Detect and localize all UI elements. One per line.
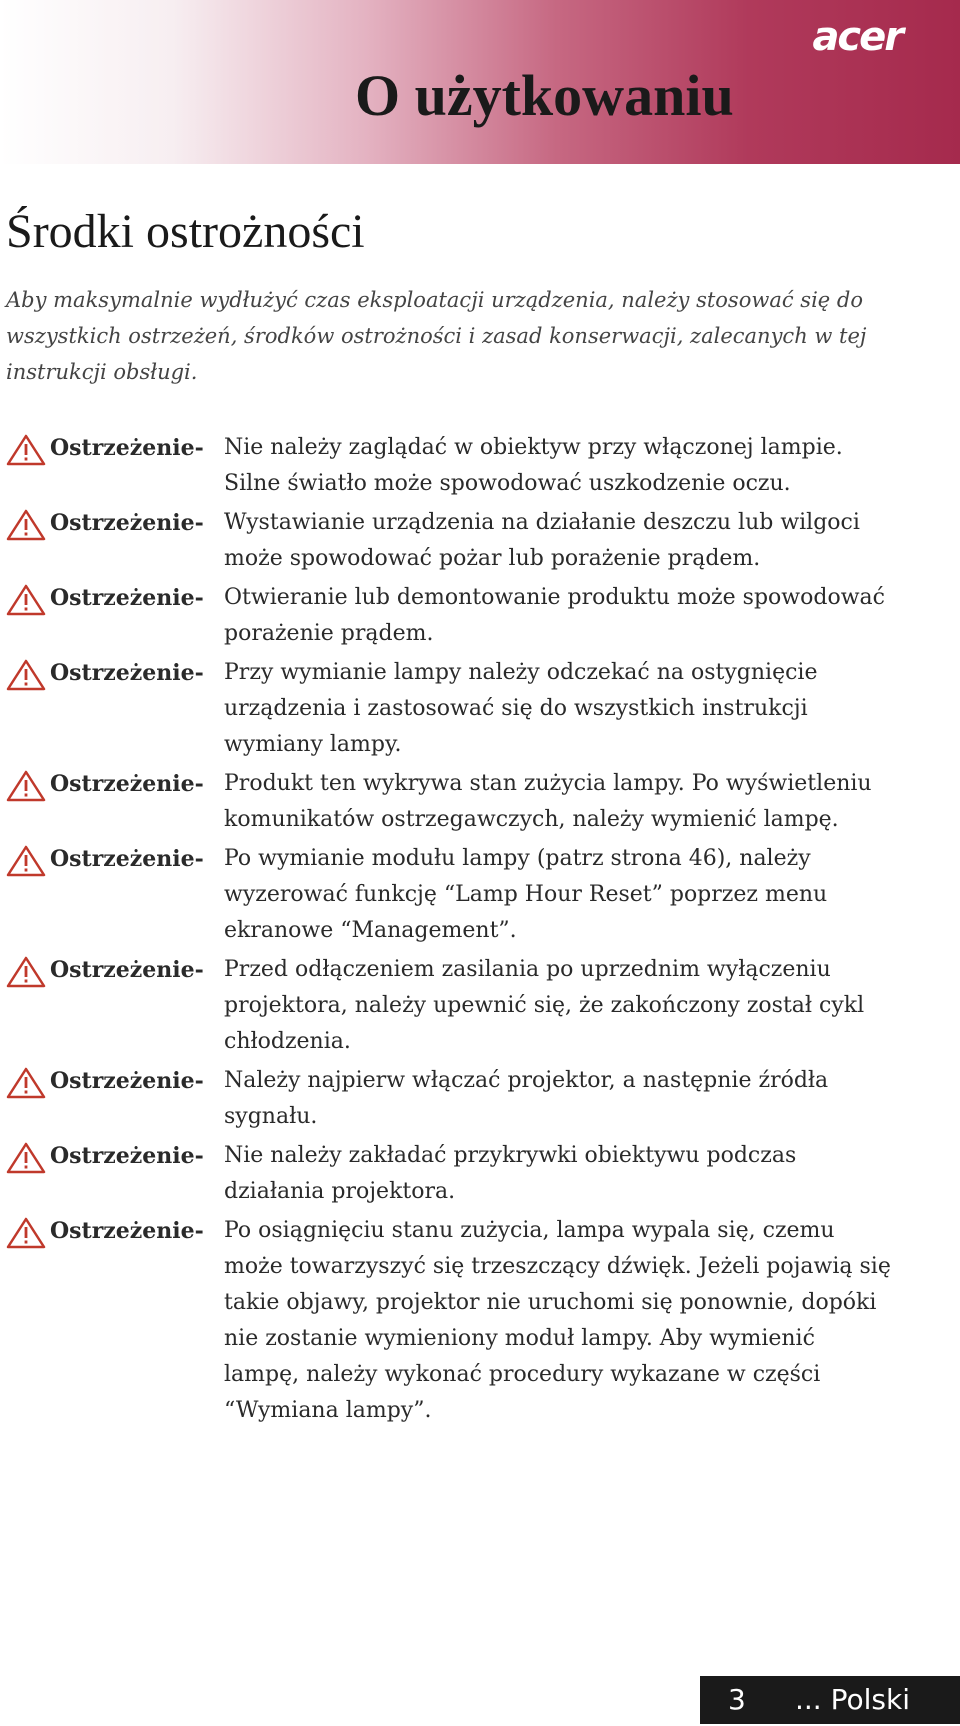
warning-label: Ostrzeżenie- — [50, 585, 204, 611]
warning-item — [6, 430, 906, 502]
warning-text: Produkt ten wykrywa stan zużycia lampy. Po wyświetleniu komunikatów ostrzegawczych, należy wymienić lampę. — [224, 771, 872, 832]
page-footer — [700, 1676, 960, 1724]
warning-triangle-icon — [6, 956, 46, 988]
warning-label: Ostrzeżenie- — [50, 771, 204, 797]
warning-text: Nie należy zaglądać w obiektyw przy włączonej lampie. Silne światło może spowodować uszkodzenie oczu. — [224, 435, 843, 496]
warning-triangle-icon — [6, 434, 46, 466]
page-title: O użytkowaniu — [355, 63, 734, 128]
warning-triangle-icon — [6, 1217, 46, 1249]
warning-text: Wystawianie urządzenia na działanie deszczu lub wilgoci może spowodować pożar lub porażenie prądem. — [224, 510, 860, 571]
page-language: ... Polski — [795, 1683, 910, 1716]
warning-triangle-icon — [6, 509, 46, 541]
header-band — [0, 0, 960, 164]
warning-text: Po wymianie modułu lampy (patrz strona 46), należy wyzerować funkcję “Lamp Hour Reset” poprzez menu ekranowe “Management”. — [224, 846, 828, 943]
warning-item — [6, 952, 906, 1060]
warning-text: Otwieranie lub demontowanie produktu może spowodować porażenie prądem. — [224, 585, 885, 646]
warning-triangle-icon — [6, 1067, 46, 1099]
warning-item — [6, 655, 906, 763]
warning-item — [6, 1213, 906, 1429]
warning-label: Ostrzeżenie- — [50, 957, 204, 983]
warning-text: Nie należy zakładać przykrywki obiektywu podczas działania projektora. — [224, 1143, 797, 1204]
warning-item — [6, 580, 906, 652]
warning-label: Ostrzeżenie- — [50, 435, 204, 461]
warning-label: Ostrzeżenie- — [50, 1143, 204, 1169]
section-title: Środki ostrożności — [6, 205, 365, 258]
warning-label: Ostrzeżenie- — [50, 510, 204, 536]
warning-triangle-icon — [6, 1142, 46, 1174]
warning-text: Należy najpierw włączać projektor, a następnie źródła sygnału. — [224, 1068, 829, 1129]
acer-logo: acer — [812, 14, 902, 60]
warning-text: Przy wymianie lampy należy odczekać na ostygnięcie urządzenia i zastosować się do wszystkich instrukcji wymiany lampy. — [224, 660, 818, 757]
warning-item — [6, 1063, 906, 1135]
warning-triangle-icon — [6, 584, 46, 616]
warning-list — [6, 430, 906, 1432]
warning-label: Ostrzeżenie- — [50, 1218, 204, 1244]
warning-label: Ostrzeżenie- — [50, 1068, 204, 1094]
page-number: 3 — [728, 1683, 746, 1716]
warning-triangle-icon — [6, 845, 46, 877]
warning-item — [6, 841, 906, 949]
warning-item — [6, 766, 906, 838]
warning-text: Po osiągnięciu stanu zużycia, lampa wypala się, czemu może towarzyszyć się trzeszczący dźwięk. Jeżeli pojawią się takie objawy, projektor nie uruchomi się ponownie, dopóki nie zostanie wymieniony moduł lampy. Aby wymienić lampę, należy wykonać procedury wykazane w części “Wymiana lampy”. — [224, 1218, 891, 1423]
warning-triangle-icon — [6, 659, 46, 691]
warning-item — [6, 1138, 906, 1210]
warning-label: Ostrzeżenie- — [50, 660, 204, 686]
warning-label: Ostrzeżenie- — [50, 846, 204, 872]
warning-text: Przed odłączeniem zasilania po uprzednim wyłączeniu projektora, należy upewnić się, że zakończony został cykl chłodzenia. — [224, 957, 865, 1054]
warning-item — [6, 505, 906, 577]
intro-paragraph: Aby maksymalnie wydłużyć czas eksploatacji urządzenia, należy stosować się do wszystkich ostrzeżeń, środków ostrożności i zasad konserwacji, zalecanych w tej instrukcji obsługi. — [6, 288, 867, 384]
warning-triangle-icon — [6, 770, 46, 802]
